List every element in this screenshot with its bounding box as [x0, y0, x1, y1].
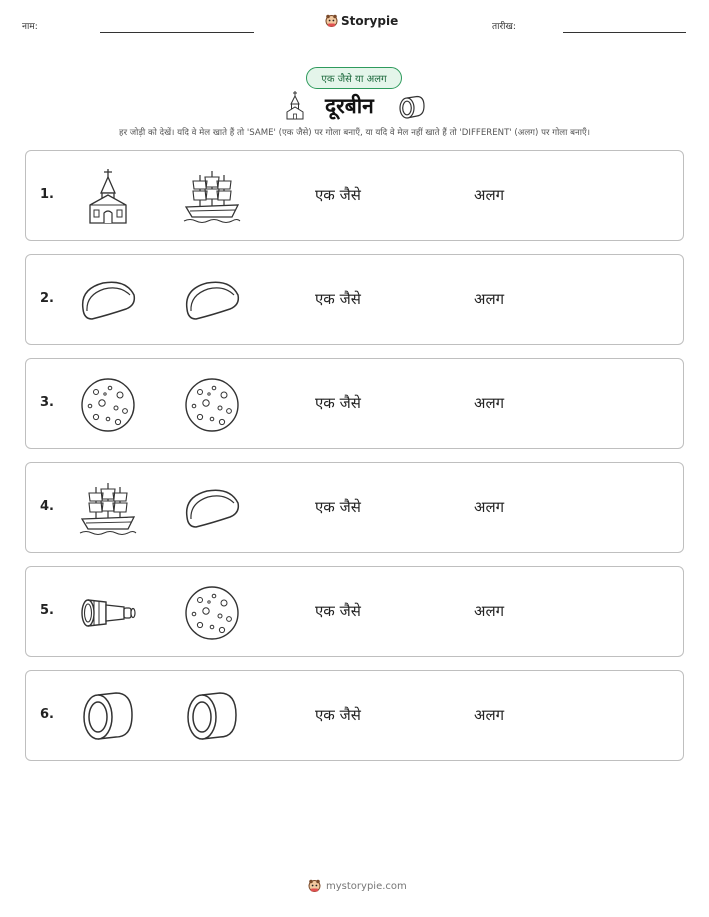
- row-number: 1.: [40, 187, 54, 202]
- footer-site-link[interactable]: mystorypie.com: [326, 880, 407, 892]
- worksheet-row-6: [25, 670, 684, 761]
- name-line[interactable]: [100, 32, 254, 33]
- same-option[interactable]: एक जैसे: [315, 602, 361, 620]
- ring-icon: [182, 687, 242, 747]
- shell-icon: [182, 479, 242, 539]
- different-option[interactable]: अलग: [474, 186, 505, 204]
- row-number: 4.: [40, 499, 54, 514]
- same-option[interactable]: एक जैसे: [315, 498, 361, 516]
- row-number: 3.: [40, 395, 54, 410]
- ring-icon: [398, 94, 426, 120]
- shell-icon: [78, 271, 138, 331]
- same-option[interactable]: एक जैसे: [315, 186, 361, 204]
- different-option[interactable]: अलग: [474, 394, 505, 412]
- storypie-logo-icon: [308, 879, 321, 893]
- different-option[interactable]: अलग: [474, 706, 505, 724]
- storypie-logo-icon: [325, 14, 338, 28]
- name-label: नाम:: [22, 22, 38, 32]
- worksheet-row-5: [25, 566, 684, 657]
- instructions: हर जोड़ी को देखें। यदि वे मेल खाते हैं तो 'SAME' (एक जैसे) पर गोला बनाएँ, या यदि वे मेल नहीं खाते हैं तो 'DIFFERENT' (अलग) पर गोला बनाएँ।: [119, 128, 590, 138]
- ring-icon: [78, 687, 138, 747]
- moon-icon: [182, 375, 242, 435]
- moon-icon: [182, 583, 242, 643]
- row-number: 6.: [40, 707, 54, 722]
- footer: [308, 879, 407, 893]
- row-number: 2.: [40, 291, 54, 306]
- different-option[interactable]: अलग: [474, 602, 505, 620]
- spyglass-icon: [78, 583, 138, 643]
- ship-icon: [182, 167, 242, 227]
- same-option[interactable]: एक जैसे: [315, 706, 361, 724]
- worksheet-row-1: [25, 150, 684, 241]
- brand-name: Storypie: [341, 14, 399, 28]
- worksheet-row-2: [25, 254, 684, 345]
- different-option[interactable]: अलग: [474, 498, 505, 516]
- date-label: तारीख:: [492, 22, 516, 32]
- brand: [325, 14, 398, 28]
- worksheet-row-4: [25, 462, 684, 553]
- different-option[interactable]: अलग: [474, 290, 505, 308]
- worksheet-row-3: [25, 358, 684, 449]
- same-option[interactable]: एक जैसे: [315, 290, 361, 308]
- date-line[interactable]: [563, 32, 686, 33]
- moon-icon: [78, 375, 138, 435]
- topic-badge: एक जैसे या अलग: [306, 67, 402, 89]
- church-icon: [78, 167, 138, 227]
- ship-icon: [78, 479, 138, 539]
- same-option[interactable]: एक जैसे: [315, 394, 361, 412]
- shell-icon: [182, 271, 242, 331]
- row-number: 5.: [40, 603, 54, 618]
- church-icon: [285, 90, 305, 120]
- page-title: दूरबीन: [325, 94, 374, 118]
